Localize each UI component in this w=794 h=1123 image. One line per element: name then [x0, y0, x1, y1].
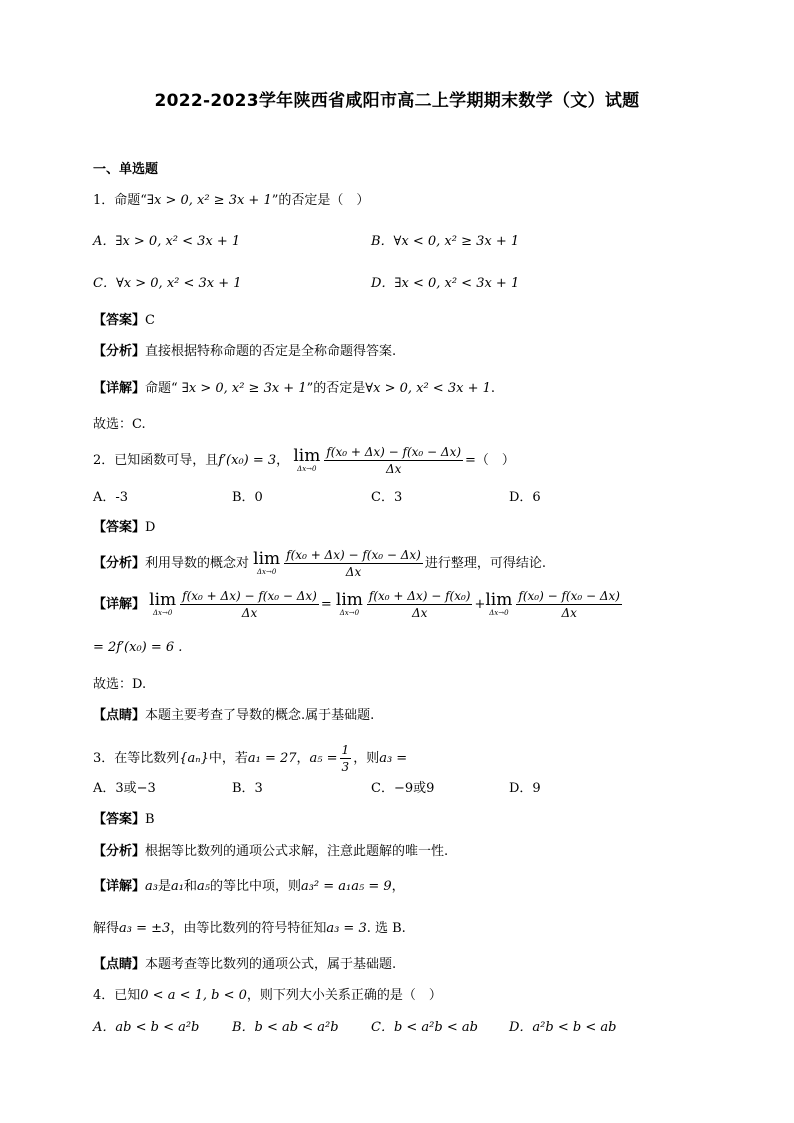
q2-stem-pre: 2．已知函数可导，且 [93, 453, 219, 468]
comment-tag: 【点睛】 [93, 957, 146, 972]
question-2-stem [93, 444, 515, 477]
q2-fraction [324, 444, 463, 477]
question-4-stem [93, 987, 442, 1005]
q4-option-a: A．ab < b < a²b [93, 1020, 200, 1035]
answer-tag: 【答案】 [93, 520, 146, 535]
q2-analysis [93, 547, 546, 580]
q3-comment-text: 本题考查等比数列的通项公式，属于基础题. [145, 957, 397, 972]
lim-text: lim [485, 590, 513, 610]
q2-stem-mid: ， [276, 453, 290, 468]
q3-option-c: C．−9或9 [371, 781, 435, 796]
section-heading: 一、单选题 [93, 162, 159, 177]
q3-option-b: B．3 [232, 781, 263, 796]
q3-stem-a1: a₁ = 27 [247, 751, 297, 766]
q3-fraction [340, 742, 352, 775]
frac-num: f(x₀ + Δx) − f(x₀ − Δx) [182, 589, 317, 603]
frac-den: Δx [241, 606, 258, 620]
lim-sub: Δx→0 [152, 609, 173, 617]
q1-stem-pre: 1．命题“ [93, 193, 147, 208]
q2-detail-limit-1 [149, 592, 176, 617]
q3-text: 的等比中项，则 [209, 879, 301, 894]
q2-result: = 2f′(x₀) = 6 . [93, 640, 183, 655]
q3-text: ，由等比数列的符号特征知 [170, 921, 327, 936]
q3-math: a₃ = ±3 [119, 921, 171, 936]
q3-option-a: A．3或−3 [93, 781, 156, 796]
lim-text: lim [293, 446, 321, 466]
q2-option-d: D．6 [509, 490, 541, 505]
q2-option-a: A．-3 [93, 490, 129, 505]
q3-text: 和 [183, 879, 197, 894]
q1-answer [93, 312, 155, 330]
q4-option-b: B．b < ab < a²b [232, 1020, 339, 1035]
q1-option-b: B．∀x < 0, x² ≥ 3x + 1 [371, 234, 520, 249]
q3-answer [93, 811, 155, 829]
q3-stem-a5: a₅ = [309, 751, 338, 766]
question-3-stem [93, 742, 407, 775]
q3-stem-mid3: ，则 [353, 751, 380, 766]
frac-den: Δx [345, 565, 362, 579]
q3-stem-seq: {aₙ} [179, 751, 209, 766]
lim-text: lim [253, 549, 281, 569]
detail-tag: 【详解】 [93, 879, 146, 894]
q1-option-d: D．∃x < 0, x² < 3x + 1 [371, 276, 520, 291]
frac-den: 3 [341, 760, 350, 774]
q4-stem-pre: 4．已知 [93, 988, 141, 1003]
q1-stem-post: ”的否定是（ ） [271, 193, 370, 208]
q2-analysis-post: 进行整理，可得结论. [424, 556, 546, 571]
frac-den: Δx [561, 606, 577, 620]
q1-option-c: C．∀x > 0, x² < 3x + 1 [93, 276, 242, 291]
q3-analysis-text: 根据等比数列的通项公式求解，注意此题解的唯一性. [145, 844, 449, 859]
frac-den: Δx [411, 606, 428, 620]
q4-stem-math: 0 < a < 1, b < 0 [140, 988, 247, 1003]
q3-math: a₅ [196, 879, 210, 894]
q3-math: a₃ [145, 879, 158, 894]
q2-stem-post: =（ ） [465, 453, 515, 468]
frac-num: 1 [341, 743, 350, 757]
q3-stem-mid1: 中，若 [208, 751, 248, 766]
equals-sign: = [320, 597, 332, 612]
detail-tag: 【详解】 [93, 597, 146, 612]
q1-detail-math2: ∀x > 0, x² < 3x + 1 [365, 381, 491, 396]
comment-tag: 【点睛】 [93, 708, 146, 723]
q3-answer-value: B [145, 812, 155, 827]
q1-option-a: A．∃x > 0, x² < 3x + 1 [93, 234, 241, 249]
q2-answer [93, 519, 155, 537]
q2-comment-text: 本题主要考查了导数的概念.属于基础题. [145, 708, 375, 723]
q3-stem-a3: a₃ = [379, 751, 408, 766]
lim-sub: Δx→0 [257, 568, 277, 576]
q2-analysis-fraction [284, 547, 423, 580]
q3-stem-mid2: ， [296, 751, 310, 766]
q3-text: ， [391, 879, 405, 894]
q1-analysis [93, 343, 396, 361]
q1-detail-pre: 命题“ [145, 381, 182, 396]
q1-choose: 故选：C. [93, 417, 146, 432]
q2-comment [93, 707, 374, 725]
q1-answer-value: C [145, 313, 155, 328]
q2-limit [293, 448, 320, 473]
q2-stem-math: f′(x₀) = 3 [218, 453, 277, 468]
lim-sub: Δx→0 [297, 465, 317, 473]
plus-sign: + [474, 597, 486, 612]
q1-detail-post: . [490, 381, 496, 396]
q3-option-d: D．9 [509, 781, 541, 796]
answer-tag: 【答案】 [93, 313, 146, 328]
q1-detail-math1: ∃x > 0, x² ≥ 3x + 1 [181, 381, 307, 396]
q2-analysis-pre: 利用导数的概念对 [145, 556, 250, 571]
q3-detail-line-1 [93, 878, 405, 896]
q4-option-c: C．b < a²b < ab [371, 1020, 478, 1035]
q1-detail [93, 380, 495, 398]
q4-stem-post: ，则下列大小关系正确的是（ ） [246, 988, 442, 1003]
question-1-stem [93, 192, 369, 210]
q2-answer-value: D [145, 520, 156, 535]
frac-den: Δx [385, 462, 402, 476]
lim-text: lim [335, 590, 363, 610]
q2-option-c: C．3 [371, 490, 403, 505]
q3-text: 是 [157, 879, 171, 894]
q2-detail-limit-3 [485, 592, 512, 617]
frac-num: f(x₀ + Δx) − f(x₀ − Δx) [286, 548, 421, 562]
q1-analysis-text: 直接根据特称命题的否定是全称命题得答案. [145, 344, 397, 359]
q3-math: a₃² = a₁a₅ = 9 [300, 879, 392, 894]
q2-detail-fraction-3 [516, 588, 622, 621]
q3-comment [93, 956, 396, 974]
q1-detail-mid: ”的否定是 [306, 381, 366, 396]
analysis-tag: 【分析】 [93, 556, 146, 571]
lim-text: lim [149, 590, 177, 610]
q4-option-d: D．a²b < b < ab [509, 1020, 617, 1035]
q1-stem-math: ∃x > 0, x² ≥ 3x + 1 [146, 193, 272, 208]
frac-num: f(x₀ + Δx) − f(x₀) [368, 589, 471, 603]
detail-tag: 【详解】 [93, 381, 146, 396]
q3-text: 解得 [93, 921, 120, 936]
answer-tag: 【答案】 [93, 812, 146, 827]
analysis-tag: 【分析】 [93, 344, 146, 359]
q2-detail-fraction-1 [180, 588, 319, 621]
q2-choose: 故选：D. [93, 677, 147, 692]
q2-detail-limit-2 [336, 592, 363, 617]
q3-text: . 选 B. [366, 921, 406, 936]
frac-num: f(x₀ + Δx) − f(x₀ − Δx) [326, 445, 462, 459]
q2-analysis-limit [253, 551, 280, 576]
q2-detail-fraction-2 [367, 588, 473, 621]
page-title: 2022-2023学年陕西省咸阳市高二上学期期末数学（文）试题 [154, 91, 640, 111]
lim-sub: Δx→0 [339, 609, 360, 617]
q2-detail [93, 588, 624, 621]
analysis-tag: 【分析】 [93, 844, 146, 859]
q3-detail-line-2 [93, 920, 406, 938]
q3-analysis [93, 843, 448, 861]
frac-num: f(x₀) − f(x₀ − Δx) [518, 589, 620, 603]
q3-math: a₁ [171, 879, 184, 894]
q2-option-b: B．0 [232, 490, 263, 505]
q3-stem-pre: 3．在等比数列 [93, 751, 180, 766]
lim-sub: Δx→0 [489, 609, 509, 617]
q3-math: a₃ = 3 [326, 921, 367, 936]
